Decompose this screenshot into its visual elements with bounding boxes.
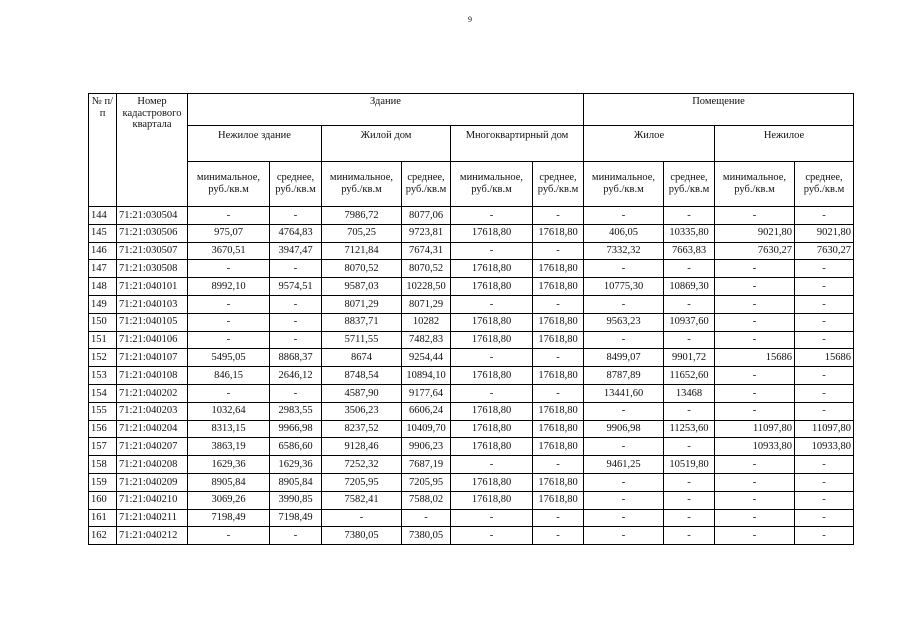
value-cell: 975,07 — [188, 224, 270, 242]
table-row — [89, 491, 854, 509]
cadastral-value-table — [88, 93, 854, 545]
value-cell: - — [715, 384, 795, 402]
value-cell: - — [584, 295, 664, 313]
page-number: 9 — [468, 15, 472, 24]
value-cell: 8748,54 — [322, 367, 402, 385]
value-cell: - — [795, 367, 854, 385]
cadastral-number: 71:21:040202 — [117, 384, 188, 402]
row-number: 154 — [89, 384, 117, 402]
cadastral-number: 71:21:030504 — [117, 207, 188, 225]
value-cell: - — [533, 527, 584, 545]
value-cell: 17618,80 — [451, 402, 533, 420]
value-cell: 11253,60 — [664, 420, 715, 438]
value-cell: 2646,12 — [270, 367, 322, 385]
value-cell: - — [533, 295, 584, 313]
value-cell: 8992,10 — [188, 278, 270, 296]
table-row — [89, 509, 854, 527]
header-num: № п/п — [89, 94, 117, 207]
value-cell: 10228,50 — [402, 278, 451, 296]
value-cell: - — [795, 331, 854, 349]
value-cell: 17618,80 — [533, 313, 584, 331]
row-number: 159 — [89, 473, 117, 491]
value-cell: - — [270, 331, 322, 349]
value-cell: - — [715, 473, 795, 491]
value-cell: - — [533, 242, 584, 260]
header-min: минимальное, руб./кв.м — [322, 162, 402, 207]
value-cell: 9906,98 — [584, 420, 664, 438]
header-min: минимальное, руб./кв.м — [584, 162, 664, 207]
value-cell: 10282 — [402, 313, 451, 331]
value-cell: - — [533, 456, 584, 474]
value-cell: 7582,41 — [322, 491, 402, 509]
value-cell: - — [715, 278, 795, 296]
value-cell: 406,05 — [584, 224, 664, 242]
value-cell: 7663,83 — [664, 242, 715, 260]
value-cell: 13468 — [664, 384, 715, 402]
row-number: 161 — [89, 509, 117, 527]
value-cell: 7687,19 — [402, 456, 451, 474]
table-row — [89, 242, 854, 260]
value-cell: - — [664, 509, 715, 527]
value-cell: 9461,25 — [584, 456, 664, 474]
value-cell: 9177,64 — [402, 384, 451, 402]
value-cell: - — [795, 384, 854, 402]
value-cell: 11097,80 — [795, 420, 854, 438]
value-cell: - — [451, 295, 533, 313]
value-cell: 7630,27 — [715, 242, 795, 260]
value-cell: 17618,80 — [451, 438, 533, 456]
header-house: Жилой дом — [322, 126, 451, 162]
cadastral-number: 71:21:040107 — [117, 349, 188, 367]
value-cell: - — [584, 509, 664, 527]
cadastral-number: 71:21:040212 — [117, 527, 188, 545]
row-number: 152 — [89, 349, 117, 367]
value-cell: 3506,23 — [322, 402, 402, 420]
cadastral-number: 71:21:040211 — [117, 509, 188, 527]
value-cell: - — [664, 207, 715, 225]
value-cell: 17618,80 — [451, 278, 533, 296]
header-building: Здание — [188, 94, 584, 126]
table-row — [89, 473, 854, 491]
value-cell: 17618,80 — [451, 491, 533, 509]
cadastral-number: 71:21:040204 — [117, 420, 188, 438]
value-cell: 7198,49 — [188, 509, 270, 527]
value-cell: 17618,80 — [533, 260, 584, 278]
header-avg: среднее, руб./кв.м — [795, 162, 854, 207]
value-cell: - — [715, 295, 795, 313]
value-cell: - — [715, 313, 795, 331]
value-cell: 7121,84 — [322, 242, 402, 260]
value-cell: 15686 — [715, 349, 795, 367]
value-cell: 17618,80 — [451, 313, 533, 331]
value-cell: 3069,26 — [188, 491, 270, 509]
value-cell: 7630,27 — [795, 242, 854, 260]
value-cell: 17618,80 — [533, 438, 584, 456]
cadastral-number: 71:21:040103 — [117, 295, 188, 313]
value-cell: - — [533, 207, 584, 225]
value-cell: - — [188, 207, 270, 225]
value-cell: 17618,80 — [533, 420, 584, 438]
value-cell: - — [795, 207, 854, 225]
value-cell: - — [795, 527, 854, 545]
value-cell: - — [270, 527, 322, 545]
value-cell: 3990,85 — [270, 491, 322, 509]
header-res-premises: Жилое — [584, 126, 715, 162]
table-row — [89, 402, 854, 420]
header-min: минимальное, руб./кв.м — [188, 162, 270, 207]
value-cell: - — [795, 402, 854, 420]
value-cell: - — [188, 527, 270, 545]
header-nonres-premises: Нежилое — [715, 126, 854, 162]
row-number: 160 — [89, 491, 117, 509]
value-cell: 17618,80 — [533, 278, 584, 296]
value-cell: 7588,02 — [402, 491, 451, 509]
cadastral-number: 71:21:040210 — [117, 491, 188, 509]
value-cell: - — [188, 331, 270, 349]
value-cell: - — [715, 331, 795, 349]
value-cell: 8070,52 — [322, 260, 402, 278]
value-cell: 9966,98 — [270, 420, 322, 438]
value-cell: - — [533, 384, 584, 402]
value-cell: 9906,23 — [402, 438, 451, 456]
cadastral-number: 71:21:030506 — [117, 224, 188, 242]
value-cell: 7252,32 — [322, 456, 402, 474]
value-cell: 7482,83 — [402, 331, 451, 349]
value-cell: - — [270, 384, 322, 402]
value-cell: 9128,46 — [322, 438, 402, 456]
value-cell: - — [795, 295, 854, 313]
value-cell: 17618,80 — [451, 473, 533, 491]
header-min: минимальное, руб./кв.м — [715, 162, 795, 207]
value-cell: 10519,80 — [664, 456, 715, 474]
value-cell: 8070,52 — [402, 260, 451, 278]
header-apartment-building: Многоквартирный дом — [451, 126, 584, 162]
value-cell: 4587,90 — [322, 384, 402, 402]
value-cell: 8905,84 — [270, 473, 322, 491]
value-cell: 9901,72 — [664, 349, 715, 367]
value-cell: - — [795, 278, 854, 296]
value-cell: - — [795, 509, 854, 527]
table-row — [89, 527, 854, 545]
value-cell: 7205,95 — [402, 473, 451, 491]
value-cell: - — [664, 402, 715, 420]
value-cell: - — [188, 313, 270, 331]
value-cell: - — [584, 207, 664, 225]
value-cell: - — [584, 260, 664, 278]
value-cell: - — [322, 509, 402, 527]
value-cell: 8674 — [322, 349, 402, 367]
table-row — [89, 438, 854, 456]
value-cell: - — [795, 260, 854, 278]
cadastral-number: 71:21:040209 — [117, 473, 188, 491]
table-row — [89, 295, 854, 313]
value-cell: 7986,72 — [322, 207, 402, 225]
value-cell: 9563,23 — [584, 313, 664, 331]
value-cell: 8071,29 — [322, 295, 402, 313]
value-cell: 9254,44 — [402, 349, 451, 367]
value-cell: - — [451, 527, 533, 545]
value-cell: 5711,55 — [322, 331, 402, 349]
header-min: минимальное, руб./кв.м — [451, 162, 533, 207]
value-cell: 7332,32 — [584, 242, 664, 260]
value-cell: 11652,60 — [664, 367, 715, 385]
value-cell: - — [715, 456, 795, 474]
value-cell: 4764,83 — [270, 224, 322, 242]
value-cell: 10933,80 — [795, 438, 854, 456]
value-cell: 705,25 — [322, 224, 402, 242]
table-row — [89, 278, 854, 296]
value-cell: 6606,24 — [402, 402, 451, 420]
value-cell: - — [451, 349, 533, 367]
value-cell: - — [664, 260, 715, 278]
value-cell: 2983,55 — [270, 402, 322, 420]
header-cadastral: Номер кадастрового квартала — [117, 94, 188, 207]
value-cell: - — [664, 527, 715, 545]
value-cell: 7674,31 — [402, 242, 451, 260]
value-cell: - — [451, 242, 533, 260]
value-cell: - — [188, 295, 270, 313]
value-cell: 13441,60 — [584, 384, 664, 402]
row-number: 150 — [89, 313, 117, 331]
table-row — [89, 420, 854, 438]
cadastral-number: 71:21:040207 — [117, 438, 188, 456]
value-cell: 3863,19 — [188, 438, 270, 456]
value-cell: - — [664, 491, 715, 509]
value-cell: 8787,89 — [584, 367, 664, 385]
value-cell: 11097,80 — [715, 420, 795, 438]
cadastral-number: 71:21:040106 — [117, 331, 188, 349]
value-cell: - — [795, 456, 854, 474]
value-cell: 17618,80 — [451, 331, 533, 349]
row-number: 147 — [89, 260, 117, 278]
value-cell: - — [533, 349, 584, 367]
value-cell: 6586,60 — [270, 438, 322, 456]
value-cell: 7380,05 — [322, 527, 402, 545]
row-number: 145 — [89, 224, 117, 242]
value-cell: - — [402, 509, 451, 527]
value-cell: - — [451, 509, 533, 527]
value-cell: 8905,84 — [188, 473, 270, 491]
value-cell: 17618,80 — [533, 473, 584, 491]
value-cell: - — [584, 491, 664, 509]
value-cell: - — [584, 527, 664, 545]
value-cell: 9723,81 — [402, 224, 451, 242]
value-cell: - — [270, 260, 322, 278]
value-cell: 7198,49 — [270, 509, 322, 527]
value-cell: 9021,80 — [715, 224, 795, 242]
value-cell: - — [664, 438, 715, 456]
row-number: 162 — [89, 527, 117, 545]
value-cell: 17618,80 — [451, 224, 533, 242]
value-cell: 17618,80 — [533, 224, 584, 242]
value-cell: 17618,80 — [533, 367, 584, 385]
table-row — [89, 313, 854, 331]
row-number: 146 — [89, 242, 117, 260]
row-number: 148 — [89, 278, 117, 296]
header-avg: среднее, руб./кв.м — [533, 162, 584, 207]
row-number: 153 — [89, 367, 117, 385]
value-cell: - — [584, 331, 664, 349]
header-avg: среднее, руб./кв.м — [664, 162, 715, 207]
row-number: 151 — [89, 331, 117, 349]
value-cell: - — [584, 473, 664, 491]
value-cell: - — [715, 367, 795, 385]
value-cell: - — [664, 295, 715, 313]
value-cell: 10933,80 — [715, 438, 795, 456]
value-cell: 846,15 — [188, 367, 270, 385]
value-cell: 10869,30 — [664, 278, 715, 296]
value-cell: 10937,60 — [664, 313, 715, 331]
table-row — [89, 224, 854, 242]
value-cell: - — [584, 438, 664, 456]
cadastral-number: 71:21:040208 — [117, 456, 188, 474]
value-cell: - — [795, 473, 854, 491]
row-number: 156 — [89, 420, 117, 438]
value-cell: - — [715, 527, 795, 545]
value-cell: 5495,05 — [188, 349, 270, 367]
value-cell: 10409,70 — [402, 420, 451, 438]
value-cell: - — [451, 456, 533, 474]
value-cell: 3670,51 — [188, 242, 270, 260]
value-cell: - — [270, 295, 322, 313]
cadastral-number: 71:21:040108 — [117, 367, 188, 385]
cadastral-number: 71:21:040203 — [117, 402, 188, 420]
value-cell: - — [188, 260, 270, 278]
value-cell: 15686 — [795, 349, 854, 367]
value-cell: - — [451, 207, 533, 225]
value-cell: - — [451, 384, 533, 402]
cadastral-number: 71:21:040105 — [117, 313, 188, 331]
value-cell: - — [715, 402, 795, 420]
header-nonres-building: Нежилое здание — [188, 126, 322, 162]
value-cell: 3947,47 — [270, 242, 322, 260]
value-cell: - — [795, 313, 854, 331]
value-cell: 1629,36 — [188, 456, 270, 474]
value-cell: - — [664, 473, 715, 491]
value-cell: 17618,80 — [533, 491, 584, 509]
value-cell: 17618,80 — [451, 420, 533, 438]
row-number: 155 — [89, 402, 117, 420]
value-cell: 10335,80 — [664, 224, 715, 242]
value-cell: 8837,71 — [322, 313, 402, 331]
row-number: 144 — [89, 207, 117, 225]
value-cell: 9021,80 — [795, 224, 854, 242]
value-cell: 8499,07 — [584, 349, 664, 367]
table-row — [89, 367, 854, 385]
value-cell: 10775,30 — [584, 278, 664, 296]
value-cell: 8237,52 — [322, 420, 402, 438]
cadastral-number: 71:21:030508 — [117, 260, 188, 278]
value-cell: - — [715, 491, 795, 509]
value-cell: 17618,80 — [451, 367, 533, 385]
value-cell: - — [715, 260, 795, 278]
row-number: 157 — [89, 438, 117, 456]
value-cell: - — [715, 509, 795, 527]
cadastral-number: 71:21:030507 — [117, 242, 188, 260]
table-row — [89, 456, 854, 474]
value-cell: - — [270, 207, 322, 225]
value-cell: - — [533, 509, 584, 527]
row-number: 158 — [89, 456, 117, 474]
value-cell: - — [188, 384, 270, 402]
value-cell: - — [584, 402, 664, 420]
value-cell: 1032,64 — [188, 402, 270, 420]
header-premises: Помещение — [584, 94, 854, 126]
value-cell: 7380,05 — [402, 527, 451, 545]
value-cell: - — [270, 313, 322, 331]
header-avg: среднее, руб./кв.м — [270, 162, 322, 207]
value-cell: 17618,80 — [533, 331, 584, 349]
table-row — [89, 207, 854, 225]
row-number: 149 — [89, 295, 117, 313]
table-body — [89, 207, 854, 545]
value-cell: - — [664, 331, 715, 349]
table-row — [89, 384, 854, 402]
value-cell: 8868,37 — [270, 349, 322, 367]
value-cell: 8077,06 — [402, 207, 451, 225]
cadastral-number: 71:21:040101 — [117, 278, 188, 296]
value-cell: 9587,03 — [322, 278, 402, 296]
value-cell: 17618,80 — [451, 260, 533, 278]
table-row — [89, 260, 854, 278]
value-cell: 9574,51 — [270, 278, 322, 296]
value-cell: - — [715, 207, 795, 225]
table-row — [89, 331, 854, 349]
header-avg: среднее, руб./кв.м — [402, 162, 451, 207]
value-cell: 17618,80 — [533, 402, 584, 420]
value-cell: 10894,10 — [402, 367, 451, 385]
value-cell: 8313,15 — [188, 420, 270, 438]
value-cell: 8071,29 — [402, 295, 451, 313]
table-row — [89, 349, 854, 367]
value-cell: 1629,36 — [270, 456, 322, 474]
value-cell: 7205,95 — [322, 473, 402, 491]
value-cell: - — [795, 491, 854, 509]
